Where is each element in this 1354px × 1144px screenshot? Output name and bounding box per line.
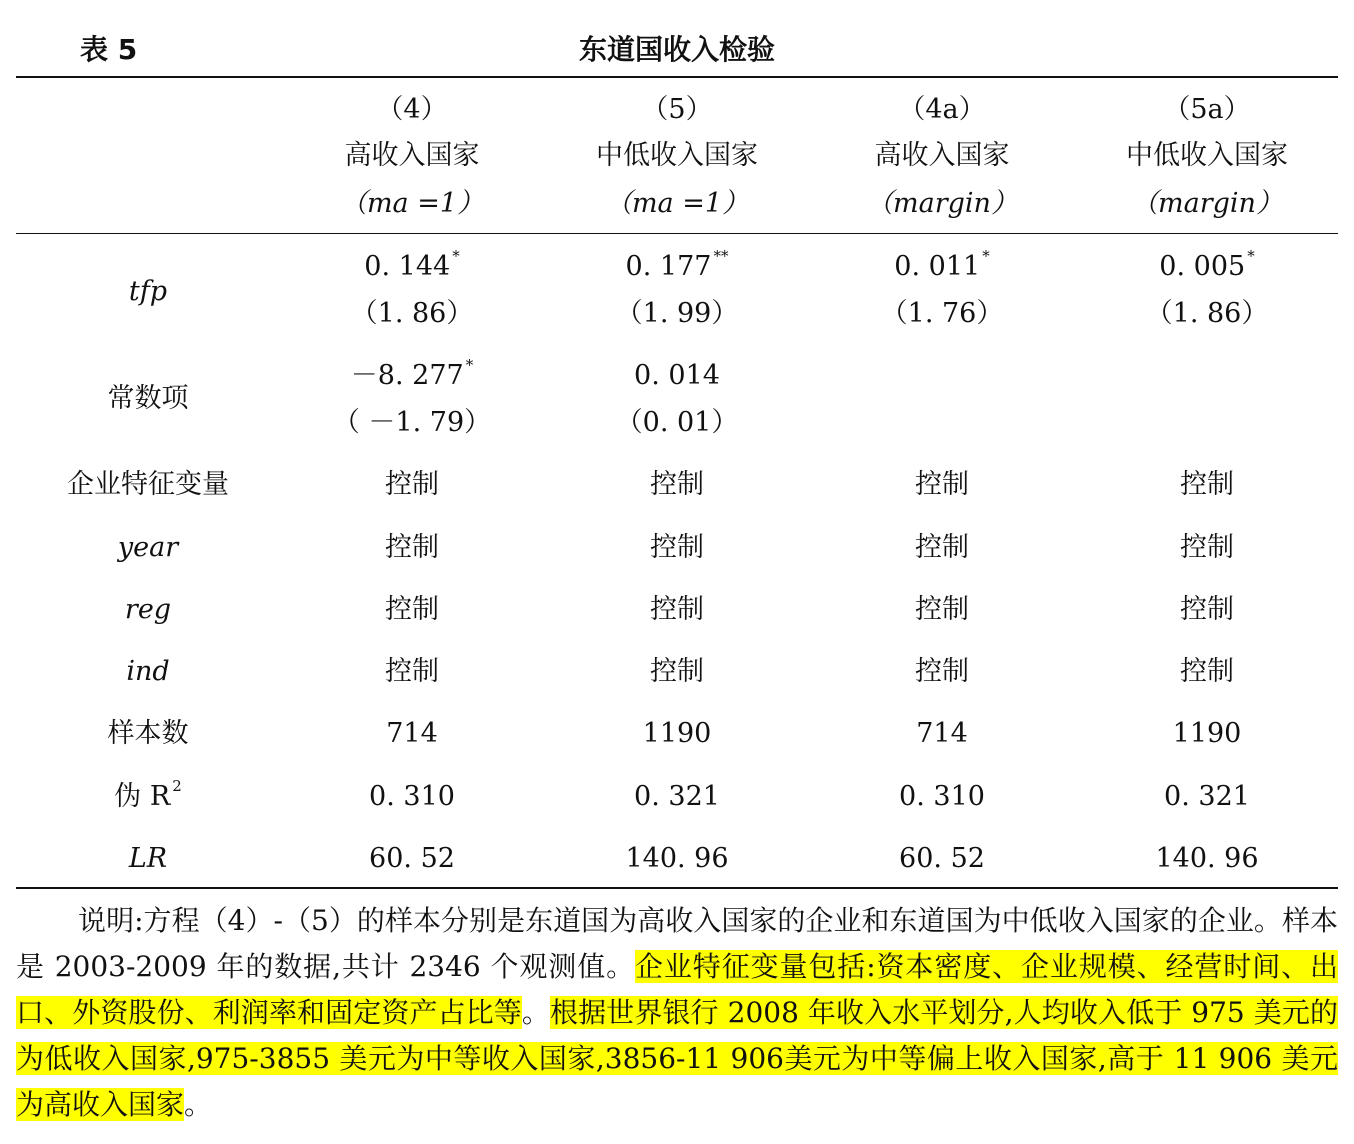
t-stat-cell: （1. 86） <box>350 298 474 329</box>
row-label: year <box>117 532 179 563</box>
table-cell: 控制 <box>385 594 439 625</box>
col-spec: （ma =1） <box>604 188 750 219</box>
table-label: 表 5 <box>80 33 138 66</box>
table-cell: 控制 <box>1180 469 1234 500</box>
col-spec: （margin） <box>866 188 1018 219</box>
t-stat-cell: （1. 86） <box>1145 298 1269 329</box>
table-cell: 控制 <box>650 469 704 500</box>
coef-cell: 0. 177 ** <box>625 247 729 282</box>
table-cell: 714 <box>386 718 438 749</box>
row-label: 伪 R $^2$ <box>114 777 182 812</box>
coef-cell: 0. 014 <box>634 360 720 391</box>
row-label: ind <box>126 656 170 687</box>
table-cell: 0. 310 <box>369 781 455 812</box>
row-label: tfp <box>128 276 168 307</box>
table-title: 东道国收入检验 <box>578 33 775 66</box>
note-text: 。 <box>521 996 551 1029</box>
col-spec: （ma =1） <box>339 188 485 219</box>
table-cell: 0. 310 <box>899 781 985 812</box>
table-cell: 控制 <box>915 656 969 687</box>
table-note <box>16 898 1338 1128</box>
bottom-rule <box>16 887 1338 889</box>
col-group: 中低收入国家 <box>596 140 758 171</box>
table-cell: 控制 <box>385 469 439 500</box>
table-cell: 控制 <box>385 656 439 687</box>
table-cell: 控制 <box>1180 532 1234 563</box>
coef-cell: －8. 277 * <box>350 356 474 391</box>
col-num: （4） <box>376 94 448 125</box>
col-num: （5a） <box>1163 94 1251 125</box>
table-cell: 控制 <box>650 656 704 687</box>
table-cell: 140. 96 <box>625 843 729 874</box>
table-caption <box>0 0 1354 76</box>
row-label: 企业特征变量 <box>67 469 229 500</box>
row-label: reg <box>124 594 172 625</box>
col-num: （4a） <box>898 94 986 125</box>
row-label: LR <box>128 843 168 874</box>
t-stat-cell: （1. 99） <box>615 298 739 329</box>
table-cell: 控制 <box>915 469 969 500</box>
coef-cell: 0. 005 * <box>1159 247 1255 282</box>
table-cell: 控制 <box>650 594 704 625</box>
table-cell: 60. 52 <box>899 843 985 874</box>
coef-cell: 0. 144 * <box>364 247 460 282</box>
table-cell: 0. 321 <box>634 781 720 812</box>
table-cell: 控制 <box>915 532 969 563</box>
t-stat-cell: （0. 01） <box>615 407 739 438</box>
col-group: 高收入国家 <box>874 140 1010 171</box>
note-text: 说明:方程（4）-（5）的样本分别是东道国为高收入国家的企业和东道国为中低收入国家的企业。样本是 2003-2009 年的数据,共计 2346 个观测值。 <box>16 904 1338 983</box>
table-cell: 控制 <box>385 532 439 563</box>
table-cell: 140. 96 <box>1155 843 1259 874</box>
col-group: 中低收入国家 <box>1126 140 1288 171</box>
col-group: 高收入国家 <box>344 140 480 171</box>
table-cell: 1190 <box>642 718 712 749</box>
table-cell: 0. 321 <box>1164 781 1250 812</box>
top-rule <box>16 76 1338 78</box>
note-text: 。 <box>184 1088 213 1121</box>
col-num: （5） <box>641 94 713 125</box>
t-stat-cell: （1. 76） <box>880 298 1004 329</box>
coef-cell: 0. 011 * <box>894 247 990 282</box>
note-highlight: 企业特征变量包括:资本密度、企业规模、经营时间、出口、外资股份、利润率和固定资产占比等 <box>16 950 1339 1029</box>
table-cell: 控制 <box>1180 594 1234 625</box>
t-stat-cell: （ －1. 79） <box>332 407 492 438</box>
header-rule <box>16 233 1338 234</box>
col-spec: （margin） <box>1131 188 1283 219</box>
row-label: 常数项 <box>107 383 189 414</box>
note-highlight: 根据世界银行 2008 年收入水平划分,人均收入低于 975 美元的为低收入国家,975-3855 美元为中等收入国家,3856-11 906美元为中等偏上收入国家,高于 11 906 美元为高收入国家 <box>16 996 1338 1121</box>
table-cell: 1190 <box>1172 718 1242 749</box>
table-cell: 60. 52 <box>369 843 455 874</box>
table-cell: 714 <box>916 718 968 749</box>
table-cell: 控制 <box>650 532 704 563</box>
table-cell: 控制 <box>1180 656 1234 687</box>
row-label: 样本数 <box>107 718 189 749</box>
table-cell: 控制 <box>915 594 969 625</box>
